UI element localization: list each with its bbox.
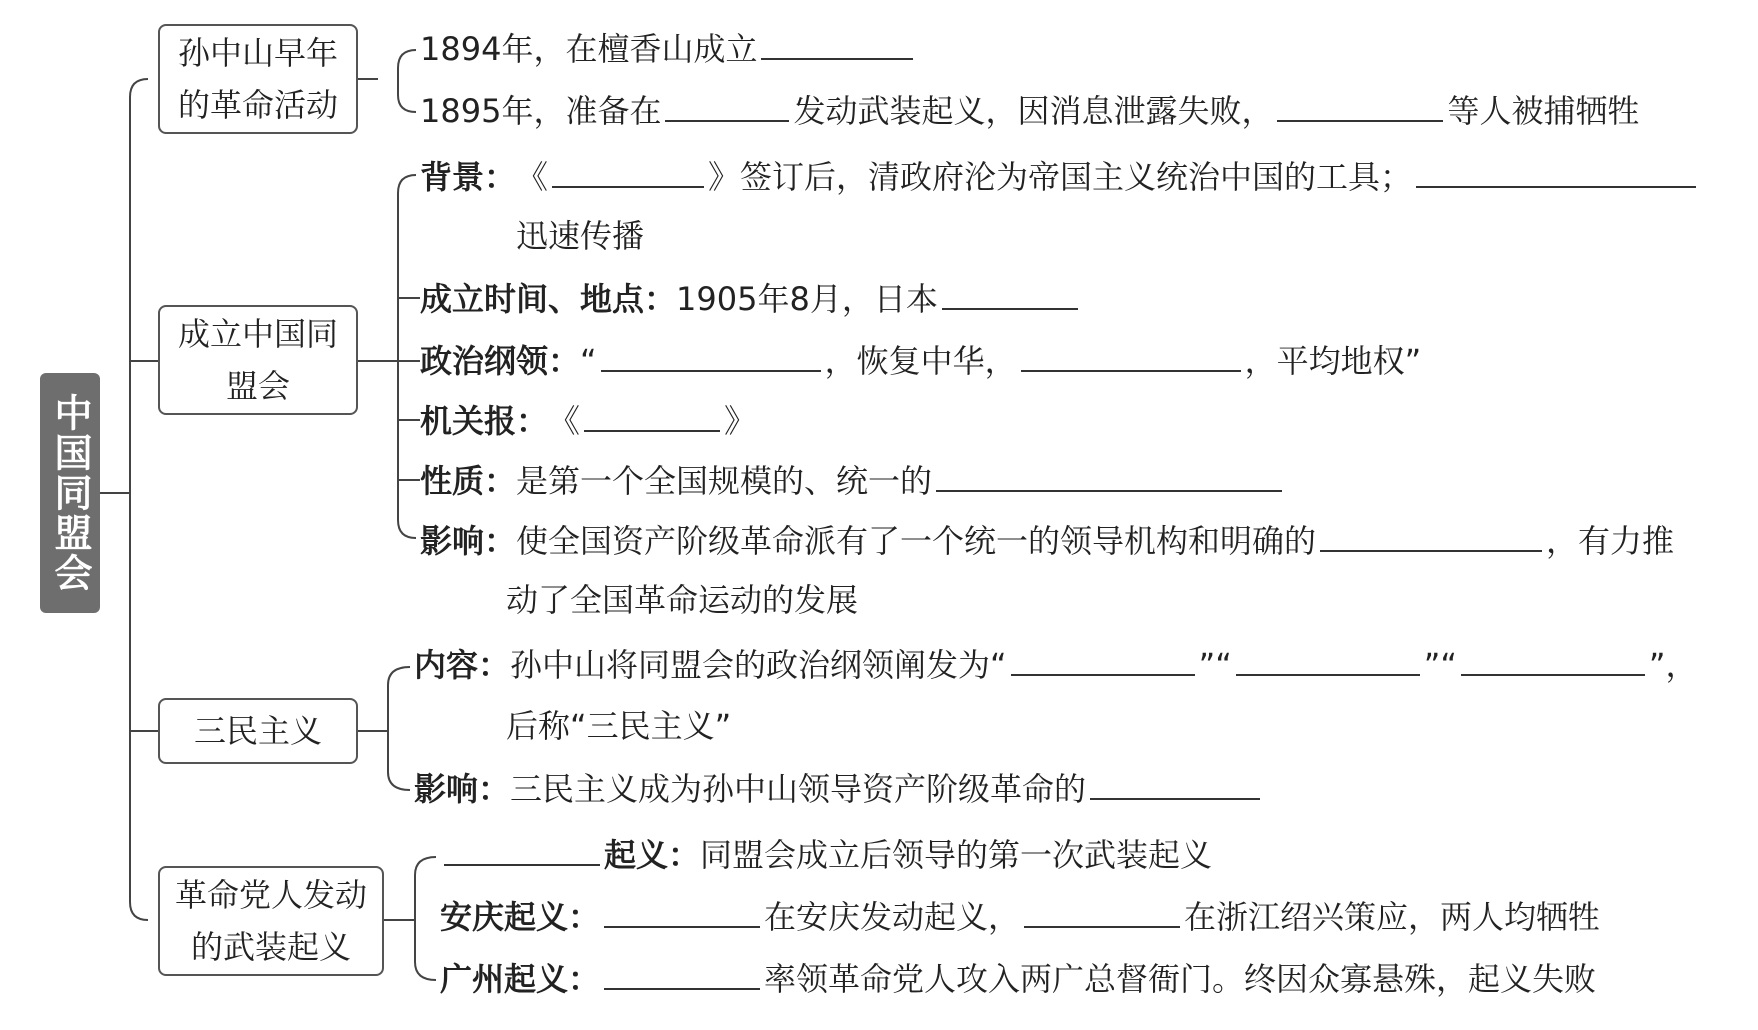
- category-box-tongmenghui: [158, 305, 358, 415]
- item-heading: 安庆起义：: [440, 898, 601, 936]
- item-text: 在安庆发动起义，: [764, 898, 1021, 936]
- item-background: [420, 156, 1700, 197]
- item-text: 》: [724, 402, 757, 440]
- item-text: ”“: [1198, 646, 1232, 684]
- item-text: 迅速传播: [516, 217, 645, 255]
- item-1894: [420, 28, 917, 69]
- item-text: 孙中山将同盟会的政治纲领阐发为“: [510, 646, 1007, 684]
- item-first-uprising: [440, 834, 1212, 875]
- fill-blank[interactable]: [604, 958, 760, 990]
- fill-blank[interactable]: [1416, 156, 1696, 188]
- item-heading: 内容：: [414, 646, 511, 684]
- fill-blank[interactable]: [761, 28, 913, 60]
- item-text: 后称“三民主义”: [506, 707, 732, 745]
- item-nature: [420, 460, 1286, 501]
- category-label: 成立中国同盟会: [177, 315, 338, 405]
- item-heading: 影响：: [414, 770, 511, 808]
- item-text: ，平均地权”: [1244, 342, 1422, 380]
- fill-blank[interactable]: [1011, 644, 1195, 676]
- item-heading: 起义：: [604, 836, 701, 874]
- item-text: 《: [516, 158, 549, 196]
- item-text: 发动武装起义，因消息泄露失败，: [793, 92, 1274, 130]
- category-label: 革命党人发动的武装起义: [174, 876, 367, 966]
- item-text: 1905年8月，日本: [676, 280, 938, 318]
- item-heading: 背景：: [420, 158, 517, 196]
- category-box-three-principles: [158, 698, 358, 764]
- item-program: [420, 340, 1421, 381]
- item-text: 等人被捕牺牲: [1447, 92, 1640, 130]
- item-text: “: [580, 342, 597, 380]
- item-heading: 影响：: [420, 522, 517, 560]
- category-label: 孙中山早年的革命活动: [177, 34, 338, 124]
- item-heading: 广州起义：: [440, 960, 601, 998]
- item-principles-influence: [414, 768, 1264, 809]
- item-heading: 性质：: [420, 462, 517, 500]
- fill-blank[interactable]: [1320, 520, 1542, 552]
- item-text: 动了全国革命运动的发展: [506, 581, 859, 619]
- category-box-early-activities: [158, 24, 358, 134]
- fill-blank[interactable]: [604, 896, 760, 928]
- fill-blank[interactable]: [1461, 644, 1645, 676]
- fill-blank[interactable]: [1090, 768, 1260, 800]
- fill-blank[interactable]: [1021, 340, 1241, 372]
- item-guangzhou-uprising: [440, 958, 1596, 999]
- fill-blank[interactable]: [1277, 90, 1443, 122]
- item-text: 在浙江绍兴策应，两人均牺牲: [1184, 898, 1601, 936]
- fill-blank[interactable]: [601, 340, 821, 372]
- item-text: ”，: [1648, 646, 1698, 684]
- fill-blank[interactable]: [665, 90, 789, 122]
- category-label: 三民主义: [193, 712, 322, 750]
- item-text: 三民主义成为孙中山领导资产阶级革命的: [510, 770, 1087, 808]
- item-text: ，有力推: [1546, 522, 1675, 560]
- item-text: 使全国资产阶级革命派有了一个统一的领导机构和明确的: [516, 522, 1317, 560]
- item-text: 同盟会成立后领导的第一次武装起义: [700, 836, 1213, 874]
- fill-blank[interactable]: [942, 278, 1078, 310]
- fill-blank[interactable]: [552, 156, 704, 188]
- item-text: ”“: [1423, 646, 1457, 684]
- item-founding: [420, 278, 1082, 319]
- item-text: 1895年，准备在: [420, 92, 662, 130]
- item-background-cont: [516, 216, 644, 256]
- fill-blank[interactable]: [1236, 644, 1420, 676]
- item-heading: 政治纲领：: [420, 342, 581, 380]
- item-heading: 机关报：: [420, 402, 549, 440]
- item-anqing-uprising: [440, 896, 1600, 937]
- item-influence: [420, 520, 1674, 561]
- item-content: [414, 644, 1698, 685]
- fill-blank[interactable]: [444, 834, 600, 866]
- fill-blank[interactable]: [936, 460, 1282, 492]
- item-text: 》签订后，清政府沦为帝国主义统治中国的工具；: [708, 158, 1413, 196]
- item-text: 率领革命党人攻入两广总督衙门。终因众寡悬殊，起义失败: [764, 960, 1597, 998]
- root-node: [40, 373, 100, 613]
- item-1895: [420, 90, 1639, 131]
- item-text: 是第一个全国规模的、统一的: [516, 462, 933, 500]
- root-title: 中国同盟会: [48, 393, 92, 593]
- item-content-cont: [506, 706, 731, 746]
- item-text: ，恢复中华，: [824, 342, 1017, 380]
- item-heading: 成立时间、地点：: [420, 280, 677, 318]
- item-influence-cont: [506, 580, 858, 620]
- item-newspaper: [420, 400, 756, 441]
- fill-blank[interactable]: [584, 400, 720, 432]
- item-text: 《: [548, 402, 581, 440]
- item-text: 1894年，在檀香山成立: [420, 30, 758, 68]
- category-box-uprisings: [158, 866, 384, 976]
- fill-blank[interactable]: [1024, 896, 1180, 928]
